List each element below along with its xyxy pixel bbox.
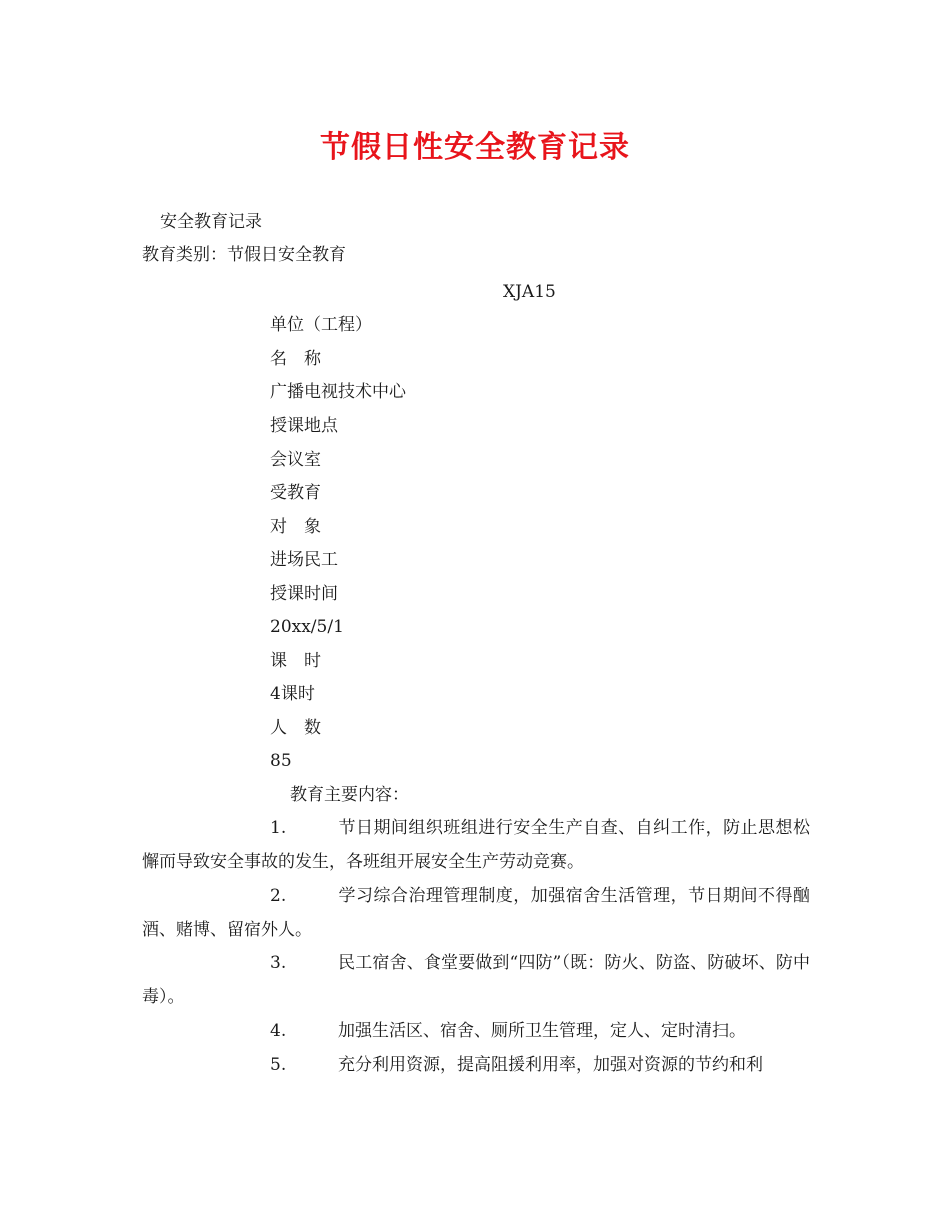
content-heading: 教育主要内容： (290, 785, 409, 805)
content-item (142, 879, 810, 947)
field-location-value: 会议室 (270, 450, 321, 470)
field-audience-label-1: 受教育 (270, 483, 321, 503)
field-unit-label: 单位（工程） (270, 315, 372, 335)
field-audience-value: 进场民工 (270, 550, 338, 570)
content-item (142, 1048, 810, 1082)
content-item (142, 1014, 810, 1048)
item-number: 4. (270, 1021, 287, 1041)
content-item (142, 946, 810, 1014)
document-subtitle: 安全教育记录 (160, 212, 262, 232)
field-time-value: 20xx/5/1 (270, 617, 344, 637)
form-code: XJA15 (503, 282, 556, 302)
item-text: 充分利用资源，提高阻援利用率，加强对资源的节约和利 (338, 1055, 763, 1075)
field-unit-value: 广播电视技术中心 (270, 382, 406, 402)
item-text: 学习综合治理管理制度，加强宿舍生活管理，节日期间不得酗酒、赌博、留宿外人。 (142, 886, 810, 940)
field-time-label: 授课时间 (270, 584, 338, 604)
education-category: 教育类别：节假日安全教育 (142, 245, 346, 265)
item-number: 3. (270, 953, 287, 973)
item-number: 1. (270, 818, 287, 838)
content-item (142, 811, 810, 879)
field-count-value: 85 (270, 751, 292, 771)
field-count-label: 人 数 (270, 718, 321, 738)
field-location-label: 授课地点 (270, 416, 338, 436)
item-number: 5. (270, 1055, 287, 1075)
field-name-label: 名 称 (270, 349, 321, 369)
item-text: 节日期间组织班组进行安全生产自查、自纠工作，防止思想松懈而导致安全事故的发生，各班组开展安全生产劳动竞赛。 (142, 818, 810, 872)
item-number: 2. (270, 886, 287, 906)
item-text: 加强生活区、宿舍、厕所卫生管理，定人、定时清扫。 (338, 1021, 746, 1041)
field-audience-label-2: 对 象 (270, 517, 321, 537)
item-text: 民工宿舍、食堂要做到“四防”（既：防火、防盗、防破坏、防中毒）。 (142, 953, 810, 1007)
document-title: 节假日性安全教育记录 (320, 130, 630, 165)
field-hours-value: 4课时 (270, 684, 315, 704)
field-hours-label: 课 时 (270, 651, 321, 671)
